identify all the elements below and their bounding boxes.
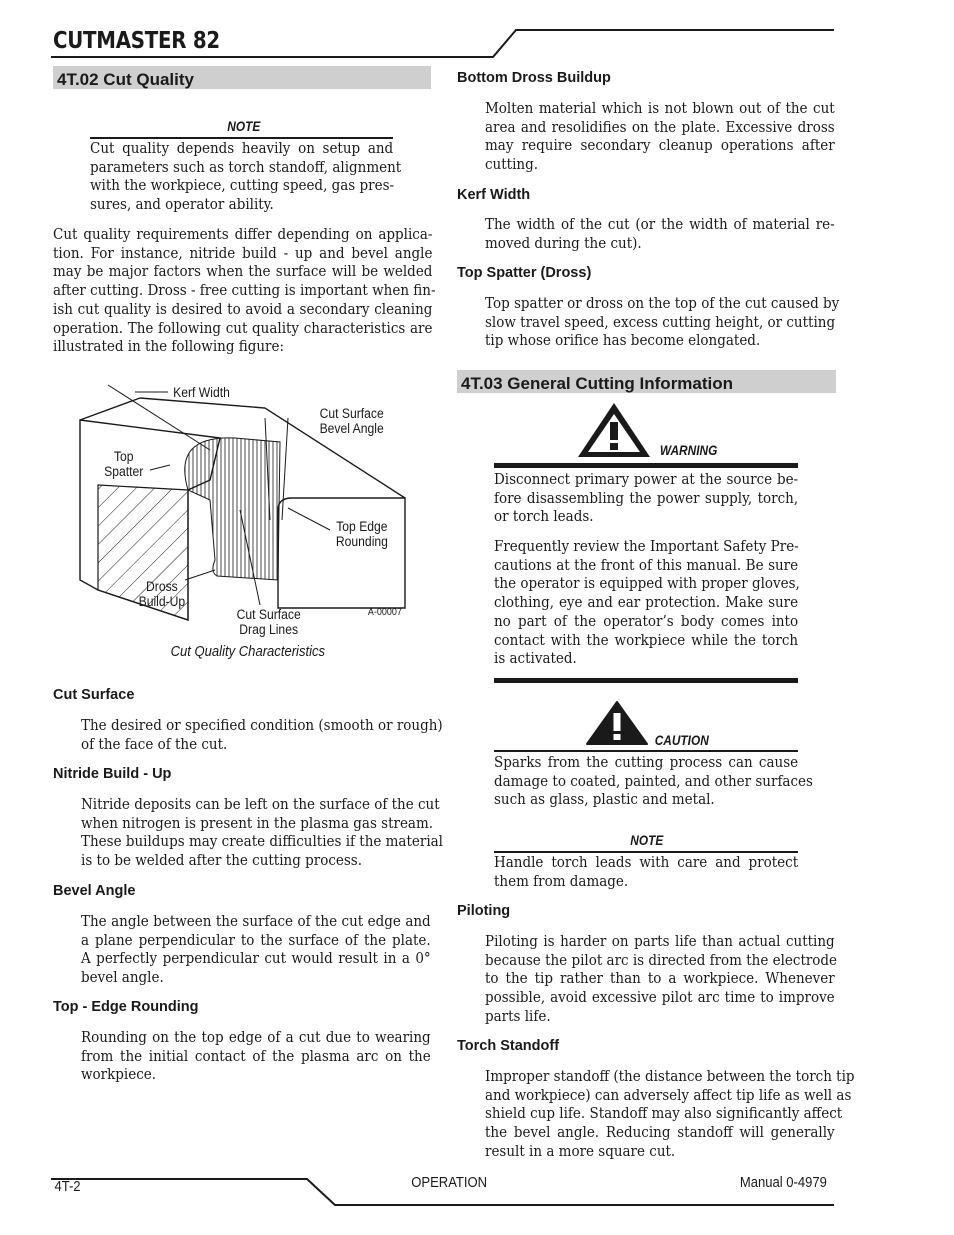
note2-rule bbox=[494, 851, 798, 853]
label-kerf-width: Kerf Width bbox=[173, 385, 230, 400]
term-piloting: Piloting bbox=[457, 903, 511, 919]
text-line: workpiece. bbox=[81, 1067, 157, 1084]
def-top-edge-rounding bbox=[81, 1029, 431, 1085]
text-line: the operator is equipped with proper gloves, bbox=[494, 576, 800, 593]
text-line: tion. For instance, nitride build - up and bevel angle bbox=[53, 245, 433, 262]
text-line: from the initial contact of the plasma arc on the bbox=[81, 1048, 431, 1065]
term-cut-surface: Cut Surface bbox=[53, 687, 135, 703]
text-line: Rounding on the top edge of a cut due to wearing bbox=[81, 1030, 431, 1046]
text-line: slow travel speed, excess cutting height, or cutting bbox=[485, 314, 836, 331]
text-line: damage to coated, painted, and other surfaces bbox=[494, 773, 813, 790]
def-piloting bbox=[485, 933, 838, 1027]
text-line: a plane perpendicular to the surface of the plate. bbox=[81, 932, 431, 949]
intro-paragraph bbox=[53, 226, 436, 357]
text-line: Frequently review the Important Safety Pre- bbox=[494, 539, 799, 555]
note-rule bbox=[90, 137, 393, 139]
text-line: may require secondary cleanup operations after bbox=[485, 138, 835, 155]
caution-icon bbox=[585, 700, 649, 746]
text-line: bevel angle. bbox=[81, 970, 164, 987]
text-line: no part of the operator’s body comes into bbox=[494, 613, 799, 630]
text-line: of the face of the cut. bbox=[81, 736, 228, 753]
def-bevel-angle bbox=[81, 913, 431, 988]
caution-text bbox=[494, 754, 813, 810]
text-line: Piloting is harder on parts life than actual cutting bbox=[485, 934, 835, 950]
text-line: result in a more square cut. bbox=[485, 1143, 676, 1160]
text-line: possible, avoid excessive pilot arc time to improve bbox=[485, 990, 835, 1007]
note-label: NOTE bbox=[227, 119, 261, 134]
label-top-spatter: Top Spatter bbox=[104, 449, 144, 479]
def-torch-standoff bbox=[485, 1068, 855, 1162]
text-line: parameters such as torch standoff, alignment bbox=[90, 159, 402, 176]
cut-surface bbox=[185, 438, 280, 580]
term-torch-standoff: Torch Standoff bbox=[457, 1038, 560, 1054]
text-line: Improper standoff (the distance between the torch tip bbox=[485, 1069, 855, 1085]
def-cut-surface bbox=[81, 717, 443, 754]
label-bevel-angle: Cut Surface Bevel Angle bbox=[319, 406, 384, 436]
figure-id: A-00007 bbox=[367, 607, 402, 618]
def-bottom-dross bbox=[485, 100, 835, 175]
text-line: when nitrogen is present in the plasma gas stream. bbox=[81, 815, 434, 832]
text-line: and workpiece) can adversely affect tip life as well as bbox=[485, 1087, 852, 1104]
text-line: area and resolidifies on the plate. Excessive dross bbox=[485, 119, 835, 136]
figure-caption: Cut Quality Characteristics bbox=[170, 644, 326, 660]
warning-text-1 bbox=[494, 471, 798, 527]
text-line: A perfectly perpendicular cut would result in a 0° bbox=[81, 951, 431, 968]
text-line: Top spatter or dross on the top of the cut caused by bbox=[485, 296, 840, 312]
text-line: moved during the cut). bbox=[485, 235, 642, 252]
text-line: The desired or specified condition (smooth or rough) bbox=[81, 718, 443, 734]
text-line: with the workpiece, cutting speed, gas pres- bbox=[90, 178, 395, 195]
text-line: Disconnect primary power at the source be- bbox=[494, 472, 799, 488]
text-line: Molten material which is not blown out of the cut bbox=[485, 101, 835, 117]
def-top-spatter bbox=[485, 295, 840, 351]
text-line: such as glass, plastic and metal. bbox=[494, 792, 715, 809]
text-line: contact with the workpiece while the torch bbox=[494, 632, 799, 649]
text-line: Sparks from the cutting process can cause bbox=[494, 755, 799, 771]
warning-rule-top bbox=[494, 463, 798, 468]
label-top-edge-rounding: Top Edge Rounding bbox=[335, 519, 388, 549]
text-line: the bevel angle. Reducing standoff will generally bbox=[485, 1125, 835, 1142]
text-line: parts life. bbox=[485, 1008, 551, 1025]
text-line: may be major factors when the surface will be welded bbox=[53, 264, 433, 281]
warning-rule-bottom bbox=[494, 678, 798, 683]
text-line: to the tip rather than to a workpiece. Whenever bbox=[485, 971, 835, 988]
text-line: sures, and operator ability. bbox=[90, 197, 274, 214]
text-line: The angle between the surface of the cut edge and bbox=[81, 914, 431, 930]
text-line: after cutting. Dross - free cutting is important when fin- bbox=[53, 283, 436, 300]
footer-manual: Manual 0-4979 bbox=[739, 1175, 827, 1191]
text-line: The width of the cut (or the width of material re- bbox=[485, 217, 835, 233]
text-line: is to be welded after the cutting process. bbox=[81, 853, 363, 870]
text-line: ish cut quality is desired to avoid a secondary cleaning bbox=[53, 301, 433, 318]
term-top-edge-rounding: Top - Edge Rounding bbox=[53, 999, 199, 1015]
text-line: fore disassembling the power supply, torch, bbox=[494, 490, 799, 507]
text-line: Nitride deposits can be left on the surface of the cut bbox=[81, 797, 440, 813]
note2-label: NOTE bbox=[630, 833, 664, 848]
text-line: clothing, eye and ear protection. Make sure bbox=[494, 595, 799, 612]
caution-label: CAUTION bbox=[654, 733, 709, 748]
caution-rule bbox=[494, 750, 798, 752]
label-dross-buildup: Dross Build-Up bbox=[138, 579, 186, 609]
brand-title: CUTMASTER 82 bbox=[53, 28, 220, 54]
warning-icon bbox=[575, 400, 653, 460]
text-line: shield cup life. Standoff may also significantly affect bbox=[485, 1106, 843, 1123]
section-heading-general-cutting: 4T.03 General Cutting Information bbox=[457, 370, 836, 393]
term-bottom-dross: Bottom Dross Buildup bbox=[457, 70, 611, 86]
term-kerf-width: Kerf Width bbox=[457, 187, 531, 203]
text-line: them from damage. bbox=[494, 873, 629, 890]
text-line: operation. The following cut quality characteristics are bbox=[53, 320, 433, 337]
warning-label: WARNING bbox=[659, 443, 718, 458]
term-nitride-buildup: Nitride Build - Up bbox=[53, 766, 172, 782]
text-line: Handle torch leads with care and protect bbox=[494, 855, 799, 871]
text-line: Cut quality requirements differ depending on applica- bbox=[53, 227, 433, 243]
footer-section: OPERATION bbox=[411, 1175, 488, 1191]
warning-text-2 bbox=[494, 538, 798, 669]
term-bevel-angle: Bevel Angle bbox=[53, 883, 136, 899]
label-drag-lines: Cut Surface Drag Lines bbox=[236, 607, 301, 637]
text-line: These buildups may create difficulties if the material bbox=[81, 834, 443, 851]
text-line: is activated. bbox=[494, 651, 577, 668]
term-top-spatter: Top Spatter (Dross) bbox=[457, 265, 592, 281]
def-nitride-buildup bbox=[81, 796, 443, 871]
footer-page-number: 4T-2 bbox=[54, 1179, 81, 1195]
text-line: tip whose orifice has become elongated. bbox=[485, 333, 761, 350]
text-line: cutting. bbox=[485, 157, 538, 174]
note-text bbox=[90, 140, 402, 215]
text-line: Cut quality depends heavily on setup and bbox=[90, 141, 394, 157]
text-line: cautions at the front of this manual. Be sure bbox=[494, 557, 799, 574]
text-line: illustrated in the following figure: bbox=[53, 339, 285, 356]
def-kerf-width bbox=[485, 216, 835, 253]
note2-text bbox=[494, 854, 798, 891]
section-heading-cut-quality: 4T.02 Cut Quality bbox=[53, 66, 431, 89]
text-line: because the pilot arc is directed from the electrode bbox=[485, 952, 838, 969]
text-line: or torch leads. bbox=[494, 509, 594, 526]
